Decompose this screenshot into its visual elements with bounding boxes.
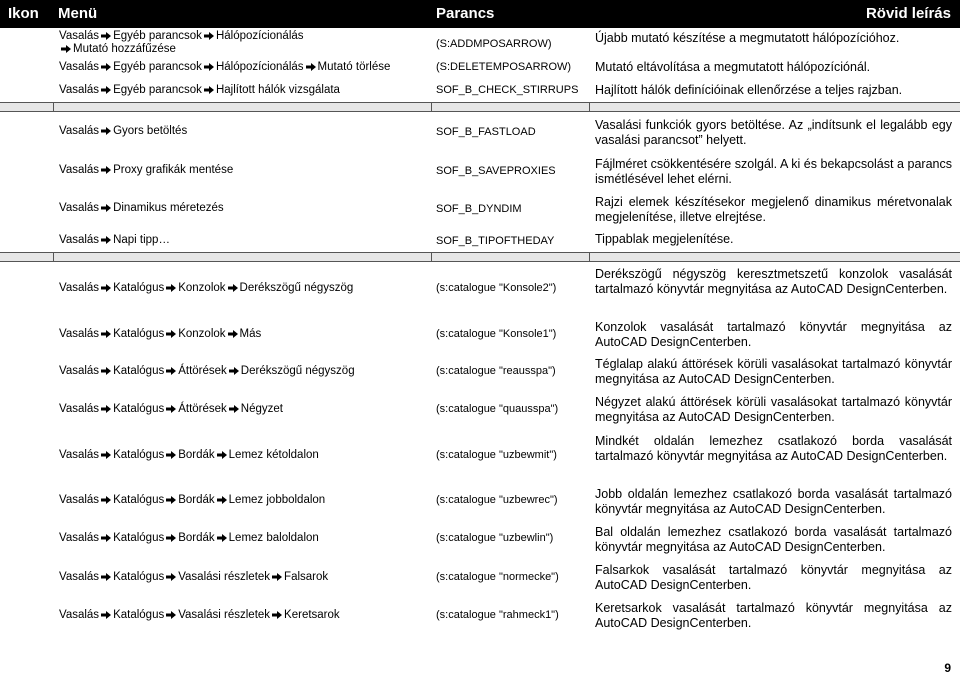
arrow-right-icon (101, 405, 111, 413)
menu-path-item: Napi tipp… (113, 234, 170, 246)
menu-path (59, 494, 431, 507)
command-name: (s:catalogue "reausspa") (436, 365, 556, 377)
command-name: SOF_B_FASTLOAD (436, 126, 536, 138)
menu-path (59, 164, 431, 177)
command-name: (s:catalogue "uzbewlin") (436, 532, 554, 544)
command-name: (s:catalogue "Konsole2") (436, 282, 557, 294)
menu-path-item: Katalógus (113, 365, 165, 377)
arrow-right-icon (166, 284, 176, 292)
menu-path-item: Áttörések (178, 365, 227, 377)
menu-path (59, 202, 431, 215)
short-description: Mutató eltávolítása a megmutatott hálópozíciónál. (595, 60, 871, 74)
menu-path-item: Vasalás (59, 282, 100, 294)
menu-path (59, 328, 431, 341)
menu-path-item: Katalógus (113, 282, 165, 294)
menu-path-item: Bordák (178, 494, 215, 506)
arrow-right-icon (204, 63, 214, 71)
section-separator (0, 252, 960, 262)
short-description: Keretsarkok vasalását tartalmazó könyvtár megnyitása az AutoCAD DesignCenterben. (595, 601, 952, 630)
menu-path (59, 282, 431, 295)
menu-path-item: Egyéb parancsok (113, 30, 202, 42)
arrow-right-icon (228, 284, 238, 292)
short-description: Fájlméret csökkentésére szolgál. A ki és bekapcsolást a parancs ismétlésével lehet elérni. (595, 157, 952, 186)
menu-path (59, 125, 431, 138)
arrow-right-icon (166, 573, 176, 581)
menu-path (59, 234, 431, 247)
menu-path-item: Mutató törlése (317, 61, 391, 73)
menu-path-item: Négyzet (240, 403, 283, 415)
short-description: Négyzet alakú áttörések körüli vasalásokat tartalmazó könyvtár megnyitása az AutoCAD DesignCenterben. (595, 395, 952, 424)
command-name: (s:catalogue "uzbewrec") (436, 494, 558, 506)
menu-path-item: Vasalás (59, 571, 100, 583)
menu-path-item: Vasalási részletek (178, 571, 271, 583)
menu-path (59, 609, 431, 622)
menu-path (59, 449, 431, 462)
menu-path (59, 61, 431, 74)
short-description: Hajlított hálók definícióinak ellenőrzése a teljes rajzban. (595, 83, 903, 97)
header-rovid-leiras: Rövid leírás (865, 5, 951, 22)
arrow-right-icon (166, 611, 176, 619)
arrow-right-icon (166, 330, 176, 338)
menu-path (59, 571, 431, 584)
page-number: 9 (944, 661, 951, 675)
arrow-right-icon (101, 63, 111, 71)
menu-path-item: Vasalás (59, 449, 100, 461)
menu-path-item: Katalógus (113, 403, 165, 415)
short-description: Derékszögű négyszög keresztmetszetű konzolok vasalását tartalmazó könyvtár megnyitása az AutoCAD DesignCenterben. (595, 267, 952, 296)
short-description: Vasalási funkciók gyors betöltése. Az „indítsunk el legalább egy vasalási parancsot” helyett. (595, 118, 952, 147)
menu-path-item: Vasalás (59, 234, 100, 246)
menu-path-item: Lemez baloldalon (228, 532, 319, 544)
menu-path (59, 84, 431, 97)
arrow-right-icon (272, 611, 282, 619)
arrow-right-icon (101, 32, 111, 40)
short-description: Tippablak megjelenítése. (595, 232, 734, 246)
menu-path-item: Katalógus (113, 609, 165, 621)
command-name: (s:catalogue "normecke") (436, 571, 559, 583)
short-description: Újabb mutató készítése a megmutatott hálópozícióhoz. (595, 31, 900, 45)
menu-path-item: Vasalás (59, 30, 100, 42)
arrow-right-icon (272, 573, 282, 581)
arrow-right-icon (101, 284, 111, 292)
menu-path-item: Vasalás (59, 164, 100, 176)
arrow-right-icon (306, 63, 316, 71)
menu-path-item: Dinamikus méretezés (113, 202, 224, 214)
short-description: Bal oldalán lemezhez csatlakozó borda vasalását tartalmazó könyvtár megnyitása az AutoCAD DesignCenterben. (595, 525, 952, 554)
arrow-right-icon (228, 330, 238, 338)
arrow-right-icon (101, 166, 111, 174)
arrow-right-icon (101, 496, 111, 504)
menu-path-item: Keretsarok (284, 609, 340, 621)
menu-path-item: Proxy grafikák mentése (113, 164, 234, 176)
menu-path-item: Katalógus (113, 532, 165, 544)
menu-path-item: Hálópozícionálás (215, 30, 304, 42)
menu-path-item: Katalógus (113, 328, 165, 340)
command-name: (s:catalogue "quausspa") (436, 403, 559, 415)
menu-path-item: Katalógus (113, 449, 165, 461)
arrow-right-icon (101, 204, 111, 212)
table-header (0, 0, 960, 28)
command-name: SOF_B_CHECK_STIRRUPS (436, 84, 579, 96)
menu-path-item: Vasalás (59, 84, 100, 96)
menu-path-item: Vasalás (59, 125, 100, 137)
menu-path-item: Vasalás (59, 202, 100, 214)
header-ikon: Ikon (8, 5, 39, 22)
command-name: (S:ADDMPOSARROW) (436, 38, 552, 50)
menu-path-item: Lemez kétoldalon (228, 449, 319, 461)
arrow-right-icon (217, 496, 227, 504)
menu-path-item: Áttörések (178, 403, 227, 415)
menu-path-item: Lemez jobboldalon (228, 494, 326, 506)
menu-path-item: Derékszögű négyszög (240, 365, 355, 377)
short-description: Rajzi elemek készítésekor megjelenő dinamikus méretvonalak megjelenítése, illetve elrejtése. (595, 195, 952, 224)
menu-path-item: Vasalás (59, 494, 100, 506)
menu-path-item: Vasalás (59, 61, 100, 73)
arrow-right-icon (217, 534, 227, 542)
menu-path-item: Bordák (178, 532, 215, 544)
arrow-right-icon (61, 45, 71, 53)
menu-path-item: Derékszögű négyszög (239, 282, 354, 294)
arrow-right-icon (101, 127, 111, 135)
command-name: (s:catalogue "Konsole1") (436, 328, 557, 340)
command-name: SOF_B_SAVEPROXIES (436, 165, 556, 177)
short-description: Konzolok vasalását tartalmazó könyvtár megnyitása az AutoCAD DesignCenterben. (595, 320, 952, 349)
arrow-right-icon (101, 86, 111, 94)
arrow-right-icon (101, 611, 111, 619)
arrow-right-icon (204, 32, 214, 40)
menu-path-item: Vasalás (59, 609, 100, 621)
command-name: (S:DELETEMPOSARROW) (436, 61, 572, 73)
header-menu: Menü (58, 5, 98, 22)
menu-path-item: Más (239, 328, 262, 340)
command-name: (s:catalogue "uzbewmit") (436, 449, 557, 461)
menu-path-item: Vasalás (59, 403, 100, 415)
short-description: Mindkét oldalán lemezhez csatlakozó borda vasalását tartalmazó könyvtár megnyitása az AutoCAD DesignCenterben. (595, 434, 952, 463)
menu-path-item: Mutató hozzáfűzése (73, 43, 176, 55)
menu-path-item: Hálópozícionálás (215, 61, 304, 73)
menu-path-item: Konzolok (178, 282, 226, 294)
menu-path-item: Vasalási részletek (178, 609, 271, 621)
menu-path-item: Vasalás (59, 365, 100, 377)
arrow-right-icon (101, 451, 111, 459)
arrow-right-icon (229, 367, 239, 375)
arrow-right-icon (101, 573, 111, 581)
arrow-right-icon (101, 367, 111, 375)
menu-path-item: Hajlított hálók vizsgálata (215, 84, 340, 96)
menu-path-item: Katalógus (113, 571, 165, 583)
menu-path (59, 532, 431, 545)
arrow-right-icon (166, 534, 176, 542)
menu-path (59, 365, 431, 378)
arrow-right-icon (166, 367, 176, 375)
menu-path-item: Falsarok (284, 571, 329, 583)
arrow-right-icon (101, 330, 111, 338)
arrow-right-icon (166, 496, 176, 504)
menu-path-item: Katalógus (113, 494, 165, 506)
arrow-right-icon (204, 86, 214, 94)
short-description: Téglalap alakú áttörések körüli vasalásokat tartalmazó könyvtár megnyitása az AutoCAD DesignCenterben. (595, 357, 952, 386)
menu-path-item: Gyors betöltés (113, 125, 188, 137)
menu-path (59, 403, 431, 416)
header-parancs: Parancs (436, 5, 495, 22)
command-name: SOF_B_TIPOFTHEDAY (436, 235, 555, 247)
arrow-right-icon (229, 405, 239, 413)
short-description: Falsarkok vasalását tartalmazó könyvtár megnyitása az AutoCAD DesignCenterben. (595, 563, 952, 592)
menu-path-item: Vasalás (59, 328, 100, 340)
arrow-right-icon (101, 236, 111, 244)
menu-path-item: Konzolok (178, 328, 226, 340)
arrow-right-icon (217, 451, 227, 459)
arrow-right-icon (101, 534, 111, 542)
arrow-right-icon (166, 451, 176, 459)
command-name: (s:catalogue "rahmeck1") (436, 609, 559, 621)
menu-path-item: Vasalás (59, 532, 100, 544)
arrow-right-icon (166, 405, 176, 413)
short-description: Jobb oldalán lemezhez csatlakozó borda vasalását tartalmazó könyvtár megnyitása az AutoCAD DesignCenterben. (595, 487, 952, 516)
menu-path-item: Bordák (178, 449, 215, 461)
menu-path-item: Egyéb parancsok (113, 61, 202, 73)
section-separator (0, 102, 960, 112)
menu-path (59, 30, 309, 56)
menu-path-item: Egyéb parancsok (113, 84, 202, 96)
command-name: SOF_B_DYNDIM (436, 203, 522, 215)
